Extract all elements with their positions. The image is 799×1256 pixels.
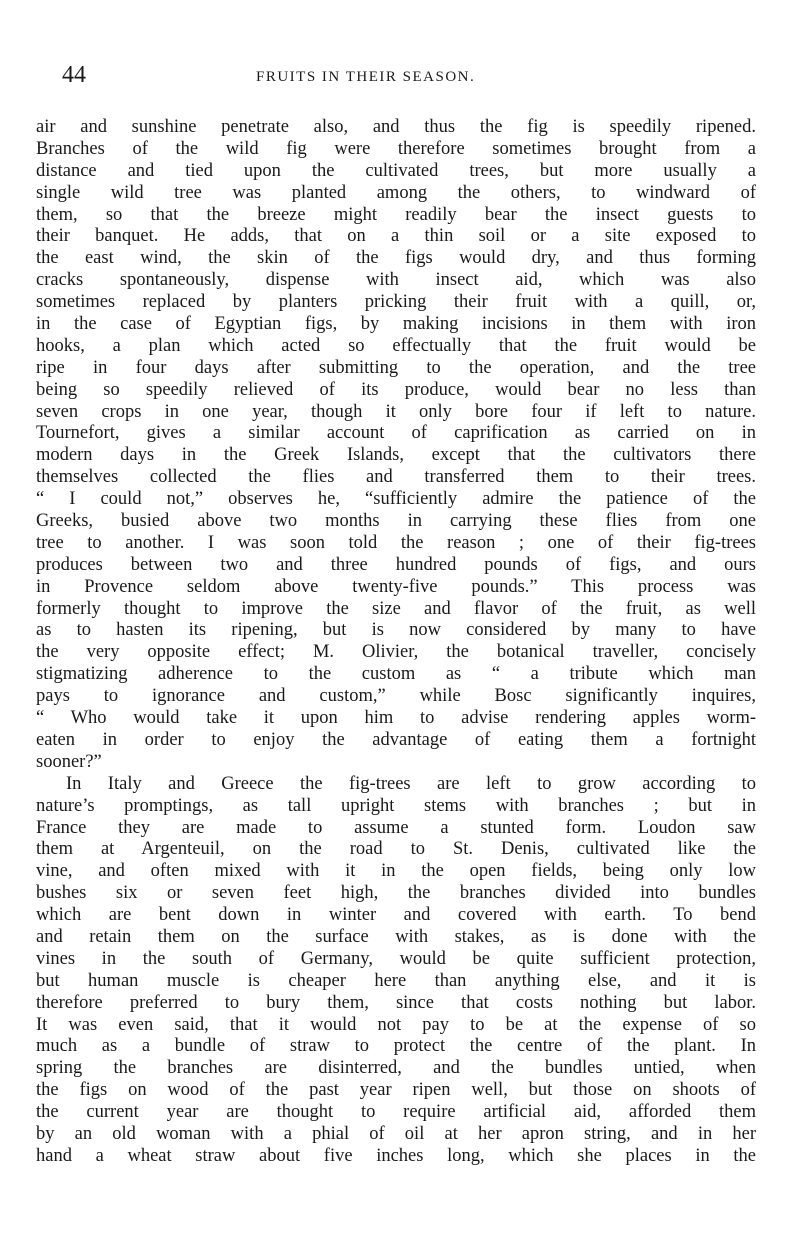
text-line: “ Who would take it upon him to advise rendering apples worm- (36, 708, 756, 729)
text-line: vines in the south of Germany, would be quite sufficient protection, (36, 948, 756, 969)
paragraph-1 (36, 117, 756, 774)
text-line: Greeks, busied above two months in carrying these flies from one (36, 511, 756, 532)
text-line: nature’s promptings, as tall upright stems with branches ; but in (36, 795, 756, 816)
text-line: much as a bundle of straw to protect the centre of the plant. In (36, 1036, 756, 1057)
text-line: themselves collected the flies and transferred them to their trees. (36, 467, 756, 488)
text-line: in the case of Egyptian figs, by making incisions in them with iron (36, 314, 756, 335)
text-line: distance and tied upon the cultivated trees, but more usually a (36, 160, 756, 181)
text-line: tree to another. I was soon told the reason ; one of their fig-trees (36, 532, 756, 553)
text-line: but human muscle is cheaper here than anything else, and it is (36, 970, 756, 991)
text-line: the east wind, the skin of the figs would dry, and thus forming (36, 248, 756, 269)
text-line: their banquet. He adds, that on a thin soil or a site exposed to (36, 226, 756, 247)
body-text (36, 117, 756, 1168)
text-line: by an old woman with a phial of oil at her apron string, and in her (36, 1123, 756, 1144)
text-line: cracks spontaneously, dispense with insect aid, which was also (36, 270, 756, 291)
text-line: them at Argenteuil, on the road to St. Denis, cultivated like the (36, 839, 756, 860)
text-line: single wild tree was planted among the others, to windward of (36, 182, 756, 203)
text-line: seven crops in one year, though it only bore four if left to nature. (36, 401, 756, 422)
page-header (62, 62, 762, 92)
text-line: sooner?” (36, 751, 102, 772)
text-line: produces between two and three hundred pounds of figs, and ours (36, 554, 756, 575)
paragraph-2 (36, 774, 756, 1168)
text-line: therefore preferred to bury them, since that costs nothing but labor. (36, 992, 756, 1013)
text-line: hooks, a plan which acted so effectually that the fruit would be (36, 335, 756, 356)
text-line: Tournefort, gives a similar account of caprification as carried on in (36, 423, 756, 444)
text-line: formerly thought to improve the size and flavor of the fruit, as well (36, 598, 756, 619)
text-line: and retain them on the surface with stakes, as is done with the (36, 926, 756, 947)
text-line: spring the branches are disinterred, and the bundles untied, when (36, 1058, 756, 1079)
page-number: 44 (62, 62, 86, 88)
running-title: FRUITS IN THEIR SEASON. (256, 69, 476, 85)
text-line: as to hasten its ripening, but is now considered by many to have (36, 620, 756, 641)
text-line: which are bent down in winter and covered with earth. To bend (36, 905, 756, 926)
text-line: hand a wheat straw about five inches long, which she places in the (36, 1145, 756, 1166)
text-line: bushes six or seven feet high, the branches divided into bundles (36, 883, 756, 904)
text-line: the current year are thought to require artificial aid, afforded them (36, 1102, 756, 1123)
text-line: modern days in the Greek Islands, except that the cultivators there (36, 445, 756, 466)
text-line: “ I could not,” observes he, “sufficiently admire the patience of the (36, 489, 756, 510)
text-line: the very opposite effect; M. Olivier, the botanical traveller, concisely (36, 642, 756, 663)
text-line: eaten in order to enjoy the advantage of eating them a fortnight (36, 729, 756, 750)
text-line: being so speedily relieved of its produce, would bear no less than (36, 379, 756, 400)
text-line: air and sunshine penetrate also, and thus the fig is speedily ripened. (36, 117, 756, 137)
text-line: In Italy and Greece the fig-trees are left to grow according to (66, 773, 756, 794)
text-line: in Provence seldom above twenty-five pounds.” This process was (36, 576, 756, 597)
text-line: ripe in four days after submitting to the operation, and the tree (36, 357, 756, 378)
text-line: Branches of the wild fig were therefore sometimes brought from a (36, 138, 756, 159)
text-line: It was even said, that it would not pay to be at the expense of so (36, 1014, 756, 1035)
text-line: France they are made to assume a stunted form. Loudon saw (36, 817, 756, 838)
text-line: stigmatizing adherence to the custom as “ a tribute which man (36, 664, 756, 685)
text-line: sometimes replaced by planters pricking their fruit with a quill, or, (36, 292, 756, 313)
text-line: the figs on wood of the past year ripen well, but those on shoots of (36, 1080, 756, 1101)
text-line: pays to ignorance and custom,” while Bosc significantly inquires, (36, 686, 756, 707)
text-line: vine, and often mixed with it in the open fields, being only low (36, 861, 756, 882)
text-line: them, so that the breeze might readily bear the insect guests to (36, 204, 756, 225)
